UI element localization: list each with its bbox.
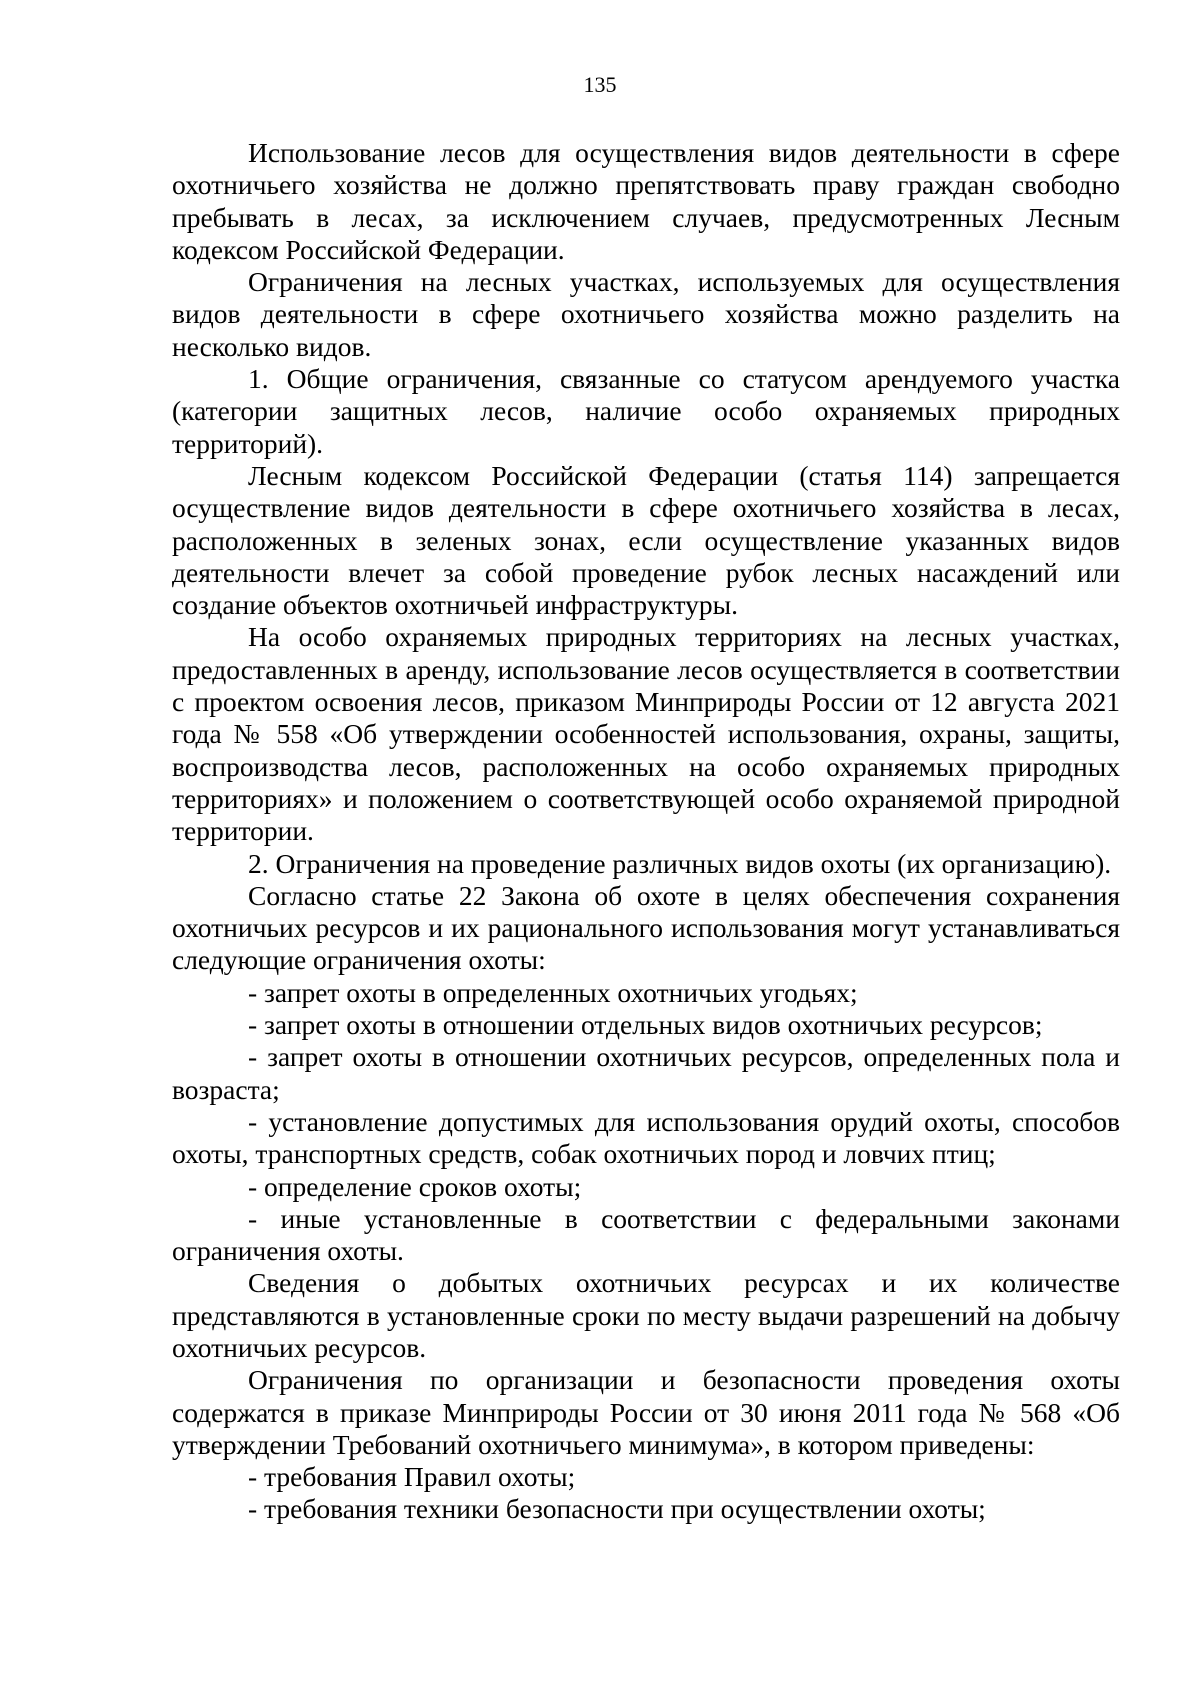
list-item: - запрет охоты в определенных охотничьих угодьях; [248, 976, 858, 1008]
paragraph: Согласно статье 22 Закона об охоте в целях обеспечения сохранения охотничьих ресурсов и их рационального использования могут устанавливаться следующие ограничения охоты: [172, 879, 1120, 976]
list-item: - иные установленные в соответствии с федеральными законами ограничения охоты. [172, 1202, 1120, 1267]
paragraph: Ограничения по организации и безопасности проведения охоты содержатся в приказе Минприроды России от 30 июня 2011 года № 568 «Об утверждении Требований охотничьего минимума», в котором приведены: [172, 1364, 1120, 1460]
list-item: - запрет охоты в отношении отдельных видов охотничьих ресурсов; [248, 1009, 1043, 1041]
list-item: - установление допустимых для использования орудий охоты, способов охоты, транспортных средств, собак охотничьих пород и ловчих птиц; [172, 1105, 1120, 1170]
paragraph: Использование лесов для осуществления видов деятельности в сфере охотничьего хозяйства не должно препятствовать праву граждан свободно пребывать в лесах, за исключением случаев, предусмотренных Лесным кодексом Российской Федерации. [172, 137, 1120, 265]
numbered-paragraph: 2. Ограничения на проведение различных видов охоты (их организацию). [248, 847, 1112, 879]
numbered-paragraph: 1. Общие ограничения, связанные со статусом арендуемого участка (категории защитных лесов, наличие особо охраняемых природных территорий). [172, 363, 1120, 459]
restrictions-list [172, 977, 1120, 1268]
list-item: - требования Правил охоты; [248, 1461, 576, 1493]
page-number: 135 [583, 72, 617, 97]
list-item: - запрет охоты в отношении охотничьих ресурсов, определенных пола и возраста; [172, 1041, 1120, 1105]
paragraph: Ограничения на лесных участках, используемых для осуществления видов деятельности в сфере охотничьего хозяйства можно разделить на несколько видов. [172, 266, 1120, 362]
document-body [172, 137, 1120, 1526]
paragraph: Сведения о добытых охотничьих ресурсах и их количестве представляются в установленные сроки по месту выдачи разрешений на добычу охотничьих ресурсов. [172, 1267, 1120, 1363]
paragraph: Лесным кодексом Российской Федерации (статья 114) запрещается осуществление видов деятельности в сфере охотничьего хозяйства в лесах, расположенных в зеленых зонах, если осуществление указанных видов деятельности влечет за собой проведение рубок лесных насаждений или создание объектов охотничьей инфраструктуры. [172, 459, 1120, 621]
list-item: - требования техники безопасности при осуществлении охоты; [248, 1493, 986, 1525]
list-item: - определение сроков охоты; [248, 1170, 582, 1202]
requirements-list [172, 1461, 1120, 1526]
paragraph: На особо охраняемых природных территориях на лесных участках, предоставленных в аренду, использование лесов осуществляется в соответствии с проектом освоения лесов, приказом Минприроды России от 12 августа 2021 года № 558 «Об утверждении особенностей использования, охраны, защиты, воспроизводства лесов, расположенных на особо охраняемых природных территориях» и положением о соответствующей особо охраняемой природной территории. [172, 621, 1120, 847]
